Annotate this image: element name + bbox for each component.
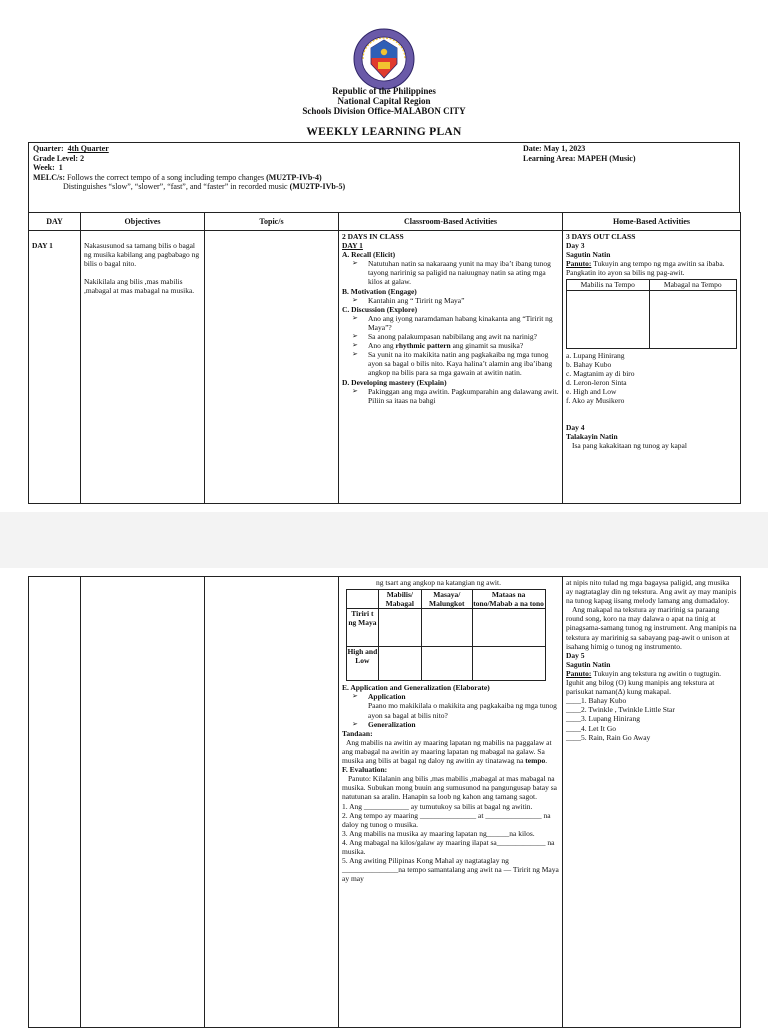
tempo-term: tempo [525,756,546,766]
panuto-text: Tukuyin ang tempo ng mga awitin sa ibaba. Pangkatin ito ayon sa bilis ng pag-awit. [566,259,725,278]
classroom-cell-cont [339,577,562,1027]
classroom-cont: ng tsart ang angkop na katangian ng awit. [376,578,501,587]
region-heading: National Capital Region [337,96,431,106]
compare-row-2: High and Low [347,647,379,681]
page-gap [0,512,768,568]
section-a-item: ➢ Natutuhan natin sa nakaraang yunit na may iba’t ibang tunog tayong naririnig sa paligid na naiuugnay natin sa ating mga kilos at galaw. [342,259,559,286]
section-b-item: ➢ Kantahin ang “ Tiririt ng Maya” [342,296,559,305]
section-c-item-1: ➢ Ano ang iyong naramdaman habang kinakanta ang “Tiririt ng Maya”? [342,314,559,332]
objective-1: Nakasusunod sa tamang bilis o bagal ng musika kabilang ang pagbabago ng bilis o bagal nito. [84,241,200,269]
texture-item-5: ____5. Rain, Rain Go Away [566,732,651,742]
date-label: Date: [523,144,542,153]
tempo-col-fast: Mabilis na Tempo [567,280,650,290]
col-home: Home-Based Activities [563,213,741,231]
home-cont: at nipis nito tulad ng mga bagaysa paligid, ang musika ay nagtataglay din ng tekstura. Ang awit ay may manipis na tunog kapag iisang melody lamang ang dumadaloy. [566,578,737,606]
home-cell-cont [563,577,740,1027]
section-e: E. Application and Generalization (Elaborate) [342,683,490,693]
date-value: May 1, 2023 [543,144,586,153]
texture-item-2: ____2. Twinkle , Twinkle Little Star [566,705,675,715]
home-heading: 3 DAYS OUT CLASS [566,232,636,241]
col-topics: Topic/s [205,213,339,231]
col-objectives: Objectives [81,213,205,231]
deped-seal-logo [353,28,415,90]
question-5: 5. Ang awiting Pilipinas Kong Mahal ay nagtataglay ng _______________na tempo samantalang ang awit na ― Tiririt ng Maya ay may [342,856,559,884]
tempo-col-slow: Mabagal na Tempo [649,280,736,290]
section-c-item-2: ➢ Sa anong palakumpasan nabibilang ang awit na narinig? [342,332,559,341]
objective-2: Nakikilala ang bilis ,mas mabilis ,mabagal at mas mabagal na musika. [84,277,195,296]
document-title: WEEKLY LEARNING PLAN [306,126,462,138]
day-label: DAY 1 [32,241,53,250]
song-a: a. Lupang Hinirang [566,350,625,360]
home-day4: Day 4 [566,423,585,433]
topics-cell [205,231,338,233]
home-panuto [566,259,737,277]
home-panuto-2 [566,669,737,696]
home-cell [563,231,740,503]
plan-table-page-2 [28,576,741,1028]
question-1: 1. Ang ____________ ay tumutukoy sa bilis at bagal ng awitin. [342,801,533,811]
classroom-heading: 2 DAYS IN CLASS [342,232,404,241]
application-text: Paano mo makikilala o makikita ang pagkakaiba ng mga tunog ayon sa bagal at bilis nito? [368,701,557,720]
republic-heading: Republic of the Philippines [332,86,436,96]
melc-label: MELC/s: [33,172,65,182]
c3-pre: Ano ang [368,341,396,351]
section-d: D. Developing mastery (Explain) [342,377,447,387]
evaluation-instructions: Panuto: Kilalanin ang bilis ,mas mabilis ,mabagal at mas mabagal na musika. Subukan mong buuin ang sumusunod na pangungusap batay sa natutunan sa aralin. Hanapin sa loob ng kahon ang tamang sagot. [342,774,557,802]
week-label: Week: [33,163,55,172]
c3-bold: rhythmic pattern [395,341,451,351]
song-e: e. High and Low [566,386,617,396]
document-page-2 [0,568,768,1024]
compare-col-3: Mataas na tono/Mabab a na tono [473,590,544,609]
tandaan-text: Ang mabilis na awitin ay maaring lapatan ng mabilis na paggalaw at ang mabagal na awitin ay maaring lapatan ng mabagal na galaw. Sa musika ang bilis at bagal ng daloy ng awitin ay tinatawag na tempo. [342,737,552,766]
song-f: f. Ako ay Musikero [566,396,625,406]
section-d-item: ➢ Pakinggan ang mga awitin. Pagkumparahin ang dalawang awit. Piliin sa itaas na bahgi [342,387,559,405]
tandaan-label: Tandaan: [342,728,373,738]
section-f: F. Evaluation: [342,765,388,775]
c3-post: ang ginamit sa musika? [450,341,524,351]
application-heading: ➢ Application [342,692,559,701]
tandaan-body: Ang mabilis na awitin ay maaring lapatan ng mabilis na paggalaw at ang mabagal na awitin ay maaring lapatan ng mabagal na galaw. Sa musika ang bilis at bagal ng daloy ng awitin ay tinatawag na [342,737,552,766]
home-day4-text: Isa pang kakakitaan ng tunog ay kapal [572,441,687,451]
panuto-label: Panuto: [566,259,592,269]
objectives-cell [81,231,204,296]
tempo-sort-table [566,279,737,348]
section-c-item-3 [342,341,559,350]
col-classroom: Classroom-Based Activities [339,213,563,231]
panuto-label-2: Panuto: [566,668,592,678]
section-a: A. Recall (Elicit) [342,250,396,260]
classroom-day: DAY 1 [342,241,363,251]
home-sagutin: Sagutin Natin [566,250,611,260]
col-day: DAY [29,213,81,231]
grade-label: Grade Level: [33,153,79,163]
song-c: c. Magtanim ay di biro [566,368,635,378]
home-day5: Day 5 [566,650,585,660]
question-4: 4. Ang mabagal na kilos/galaw ay maaring ilapat sa_____________ na musika. [342,837,555,856]
song-b: b. Bahay Kubo [566,359,612,369]
texture-item-3: ____3. Lupang Hinirang [566,714,640,724]
plan-table-page-1 [28,212,741,504]
section-c: C. Discussion (Explore) [342,304,418,314]
compare-col-2: Masaya/ Malungkot [421,590,472,609]
texture-item-4: ____4. Let It Go [566,723,616,733]
question-2: 2. Ang tempo ay maaring _______________ at _______________ na daloy ng tunog o musika. [342,810,551,829]
panuto-text-2: Tukuyin ang tekstura ng awitin o tugtugin. Iguhit ang bilog (O) kung manipis ang tekstura at parisukat naman(∆) kung makapal. [566,668,722,697]
quarter-label: Quarter: [33,144,64,153]
melc-1-text: Follows the correct tempo of a song including tempo changes [67,172,265,182]
classroom-cell [339,231,562,503]
area-label: Learning Area: [523,153,576,163]
song-compare-table [346,589,546,681]
question-3: 3. Ang mabilis na musika ay maaring lapatan ng______na kilos. [342,828,535,838]
texture-item-1: ____1. Bahay Kubo [566,696,627,706]
melc-1-code: (MU2TP-IVb-4) [266,172,322,182]
division-heading: Schools Division Office-MALABON CITY [302,106,466,116]
home-sagutin-2: Sagutin Natin [566,659,611,669]
section-b: B. Motivation (Engage) [342,286,417,296]
song-d: d. Leron-leron Sinta [566,377,627,387]
home-para-2: Ang makapal na tekstura ay maririnig sa paraang round song, koro na may dalawa o apat na tinig at pinagsama-samang tunog ng instrument. Ang manipis na tekstura ay maririnig sa sabayang pag-awit o unison at isahang himig o tunog ng instrumento. [566,605,737,651]
info-frame [28,142,740,213]
compare-row-1: Tiriri t ng Maya [347,609,379,647]
area-value: MAPEH (Music) [577,153,636,163]
melc-2-code: (MU2TP-IVb-5) [289,182,346,191]
document-page-1 [0,0,768,512]
home-talakayin: Talakayin Natin [566,432,618,442]
quarter-value: 4th Quarter [67,144,109,153]
home-day3: Day 3 [566,241,585,251]
compare-col-1: Mabilis/ Mabagal [378,590,421,609]
week-value: 1 [58,163,63,172]
section-c-item-4: ➢ Sa yunit na ito makikita natin ang pagkakaiba ng mga tunog ayon sa bagal o bilis nito. Kaya halina’t alamin ang iba’ibang angkop na bilis para sa mga gawain at awitin natin. [342,350,559,377]
generalization-heading: ➢ Generalization [342,720,559,729]
grade-value: 2 [80,153,85,163]
melc-2-text: Distinguishes “slow”, “slower”, “fast”, and “faster” in recorded music [63,182,288,191]
